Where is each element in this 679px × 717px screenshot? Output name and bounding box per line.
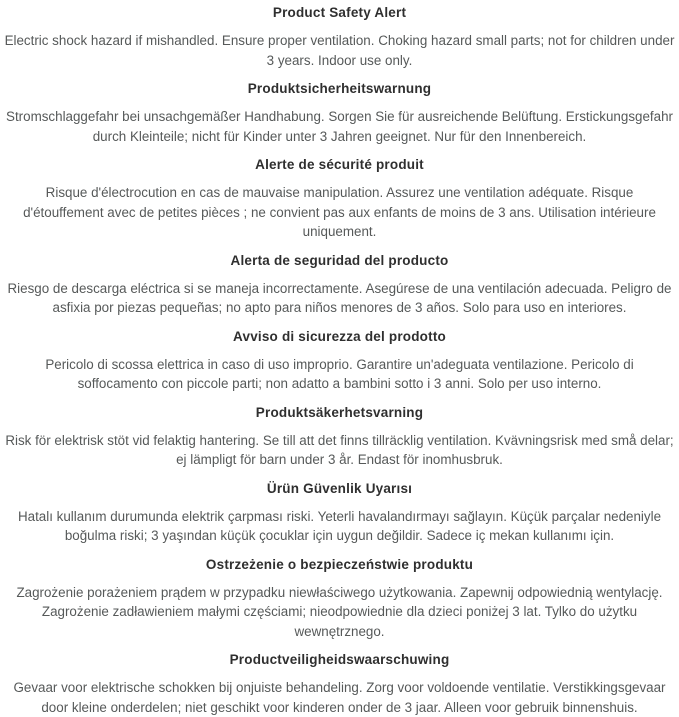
safety-section-french [4, 155, 675, 242]
section-body-german: Stromschlaggefahr bei unsachgemäßer Handhabung. Sorgen Sie für ausreichende Belüftung. Erstickungsgefahr durch Kleinteile; nicht für Kinder unter 3 Jahren geeignet. Nur für den Innenbereich. [6, 109, 673, 144]
safety-section-polish [4, 555, 675, 642]
safety-section-german [4, 79, 675, 146]
section-heading-polish: Ostrzeżenie o bezpieczeństwie produktu [205, 556, 474, 572]
safety-section-spanish [4, 251, 675, 318]
safety-section-dutch [4, 650, 675, 717]
section-body-italian: Pericolo di scossa elettrica in caso di uso improprio. Garantire un'adeguata ventilazione. Pericolo di soffocamento con piccole parti; non adatto a bambini sotto i 3 anni. Solo per uso interno. [45, 356, 634, 391]
safety-section-english [4, 3, 675, 70]
section-heading-german: Produktsicherheitswarnung [247, 81, 432, 96]
safety-section-turkish [4, 479, 675, 546]
section-heading-spanish: Alerta de seguridad del producto [230, 252, 449, 268]
section-body-french: Risque d'électrocution en cas de mauvaise manipulation. Assurez une ventilation adéquate. Risque d'étouffement avec de petites pièces ; ne convient pas aux enfants de moins de 3 ans. Utilisation intérieure uniquement. [23, 185, 656, 239]
section-body-spanish: Riesgo de descarga eléctrica si se maneja incorrectamente. Asegúrese de una ventilación adecuada. Peligro de asfixia por piezas pequeñas; no apto para niños menores de 3 años. Solo para uso en interiores. [7, 280, 672, 315]
section-heading-turkish: Ürün Güvenlik Uyarısı [266, 480, 413, 496]
section-heading-english: Product Safety Alert [272, 5, 407, 20]
section-heading-french: Alerte de sécurité produit [255, 157, 424, 172]
section-heading-italian: Avviso di sicurezza del prodotto [233, 328, 446, 344]
section-body-turkish: Hatalı kullanım durumunda elektrik çarpması riski. Yeterli havalandırmayı sağlayın. Küçük parçalar nedeniyle boğulma riski; 3 yaşından küçük çocuklar için uygun değildir. Sadece iç mekan kullanımı için. [17, 508, 662, 543]
section-body-swedish: Risk för elektrisk stöt vid felaktig hantering. Se till att det finns tillräcklig ventilation. Kvävningsrisk med små delar; ej lämpligt för barn under 3 år. Endast för inomhusbruk. [5, 432, 674, 467]
section-heading-dutch: Productveiligheidswaarschuwing [229, 652, 450, 667]
section-body-english: Electric shock hazard if mishandled. Ensure proper ventilation. Choking hazard small parts; not for children under 3 years. Indoor use only. [4, 33, 675, 68]
safety-section-swedish [4, 403, 675, 470]
section-body-dutch: Gevaar voor elektrische schokken bij onjuiste behandeling. Zorg voor voldoende ventilatie. Verstikkingsgevaar door kleine onderdelen; niet geschikt voor kinderen onder de 3 jaar. Alleen voor gebruik binnenshuis. [13, 680, 666, 715]
section-heading-swedish: Produktsäkerhetsvarning [255, 404, 424, 420]
safety-section-italian [4, 327, 675, 394]
section-body-polish: Zagrożenie porażeniem prądem w przypadku niewłaściwego użytkowania. Zapewnij odpowiednią wentylację. Zagrożenie zadławieniem małymi częściami; nieodpowiednie dla dzieci poniżej 3 lat. Tylko do użytku wewnętrznego. [16, 584, 663, 639]
